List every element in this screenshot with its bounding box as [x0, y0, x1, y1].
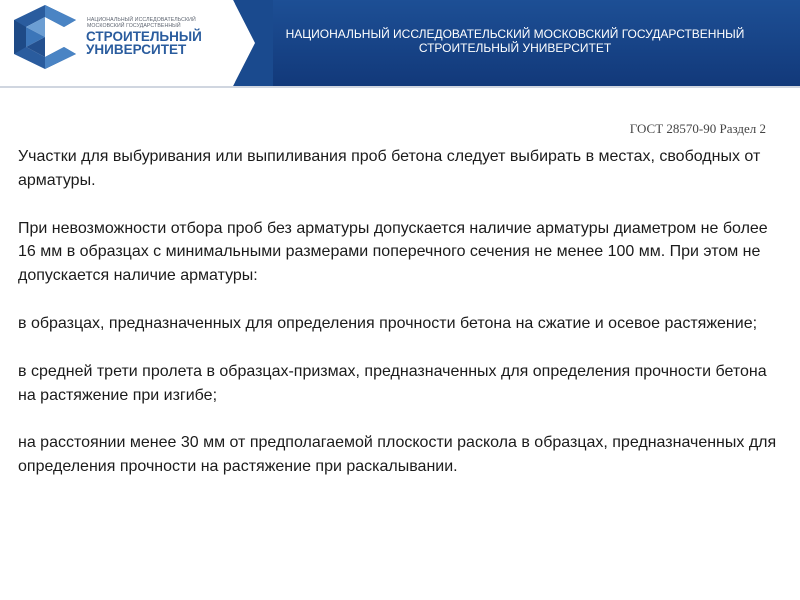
gost-reference: ГОСТ 28570-90 Раздел 2 — [629, 121, 766, 136]
header-divider — [0, 86, 800, 88]
paragraph: Участки для выбуривания или выпиливания проб бетона следует выбирать в местах, свободных от арматуры. — [18, 148, 761, 189]
logo-big-text: СТРОИТЕЛЬНЫЙ УНИВЕРСИТЕТ — [86, 29, 202, 57]
logo-small-text: НАЦИОНАЛЬНЫЙ ИССЛЕДОВАТЕЛЬСКИЙ МОСКОВСКИЙ ГОСУДАРСТВЕННЫЙ — [87, 17, 196, 30]
content-body — [18, 145, 778, 503]
paragraph: на расстоянии менее 30 мм от предполагаемой плоскости раскола в образцах, предназначенных для определения прочности на растяжение при раскалывании. — [18, 434, 777, 476]
paragraph: в образцах, предназначенных для определения прочности бетона на сжатие и осевое растяжение; — [18, 314, 758, 332]
paragraph: в средней трети пролета в образцах-призмах, предназначенных для определения прочности бетона на растяжение при изгибе; — [18, 362, 767, 404]
university-logo-mark-icon — [10, 3, 80, 71]
university-logo — [0, 0, 235, 86]
header-title: НАЦИОНАЛЬНЫЙ ИССЛЕДОВАТЕЛЬСКИЙ МОСКОВСКИЙ ГОСУДАРСТВЕННЫЙ СТРОИТЕЛЬНЫЙ УНИВЕРСИТЕТ — [285, 27, 745, 55]
header — [0, 0, 800, 86]
paragraph: При невозможности отбора проб без арматуры допускается наличие арматуры диаметром не более 16 мм в образцах с минимальными размерами поперечного сечения не менее 100 мм. При этом не допускается наличие арматуры: — [18, 219, 768, 285]
